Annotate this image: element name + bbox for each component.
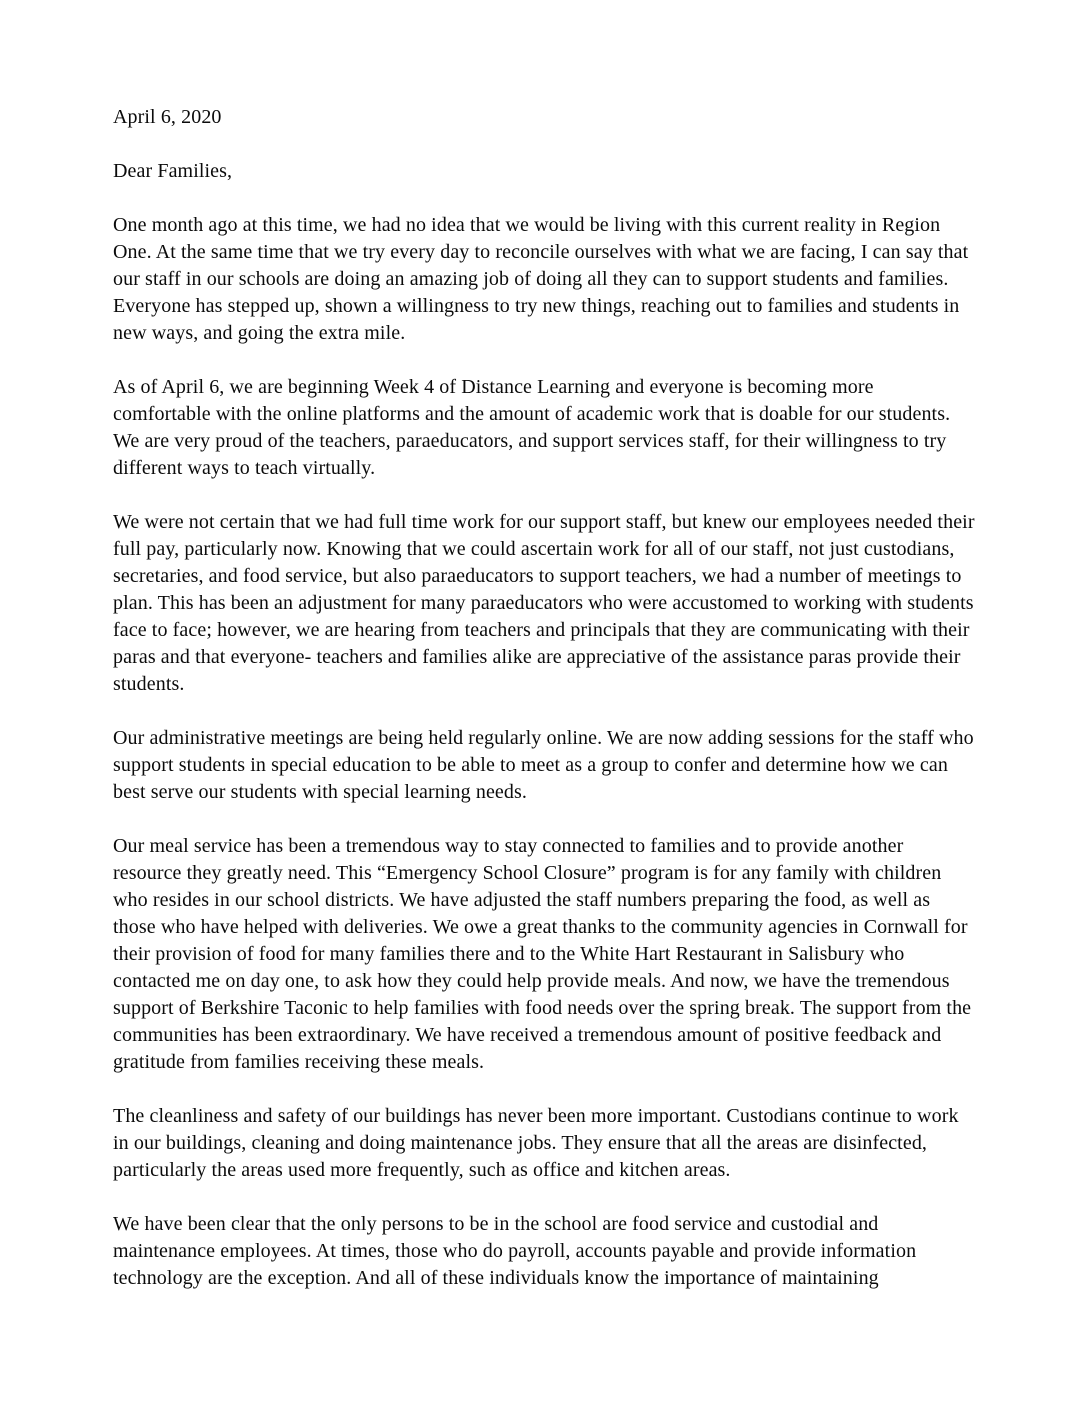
letter-date: April 6, 2020 bbox=[113, 106, 222, 128]
letter-paragraph-building-access: We have been clear that the only persons to be in the school are food service and custodial and maintenance employees. At times, those who do payroll, accounts payable and provide information technology are the exception. And all of these individuals know the importance of maintaining bbox=[113, 1213, 917, 1289]
letter-paragraph-cleanliness: The cleanliness and safety of our buildings has never been more important. Custodians continue to work in our buildings, cleaning and doing maintenance jobs. They ensure that all the areas are disinfected, particularly the areas used more frequently, such as office and kitchen areas. bbox=[113, 1105, 959, 1181]
letter-body bbox=[113, 104, 976, 1292]
letter-paragraph-admin-meetings: Our administrative meetings are being held regularly online. We are now adding sessions for the staff who support students in special education to be able to meet as a group to confer and determine how we can best serve our students with special learning needs. bbox=[113, 727, 974, 803]
letter-salutation: Dear Families, bbox=[113, 160, 233, 182]
letter-paragraph-intro: One month ago at this time, we had no idea that we would be living with this current reality in Region One. At the same time that we try every day to reconcile ourselves with what we are facing, I can say that our staff in our schools are doing an amazing job of doing all they can to support students and families. Everyone has stepped up, shown a willingness to try new things, reaching out to families and students in new ways, and going the extra mile. bbox=[113, 214, 969, 344]
letter-paragraph-meal-service: Our meal service has been a tremendous way to stay connected to families and to provide another resource they greatly need. This “Emergency School Closure” program is for any family with children who resides in our school districts. We have adjusted the staff numbers preparing the food, as well as those who have helped with deliveries. We owe a great thanks to the community agencies in Cornwall for their provision of food for many families there and to the White Hart Restaurant in Salisbury who contacted me on day one, to ask how they could help provide meals. And now, we have the tremendous support of Berkshire Taconic to help families with food needs over the spring break. The support from the communities has been extraordinary. We have received a tremendous amount of positive feedback and gratitude from families receiving these meals. bbox=[113, 835, 972, 1073]
letter-paragraph-support-staff: We were not certain that we had full time work for our support staff, but knew our employees needed their full pay, particularly now. Knowing that we could ascertain work for all of our staff, not just custodians, secretaries, and food service, but also paraeducators to support teachers, we had a number of meetings to plan. This has been an adjustment for many paraeducators who were accustomed to working with students face to face; however, we are hearing from teachers and principals that they are communicating with their paras and that everyone- teachers and families alike are appreciative of the assistance paras provide their students. bbox=[113, 511, 975, 695]
letter-paragraph-distance-learning: As of April 6, we are beginning Week 4 of Distance Learning and everyone is becoming more comfortable with the online platforms and the amount of academic work that is doable for our students. We are very proud of the teachers, paraeducators, and support services staff, for their willingness to try different ways to teach virtually. bbox=[113, 376, 951, 479]
